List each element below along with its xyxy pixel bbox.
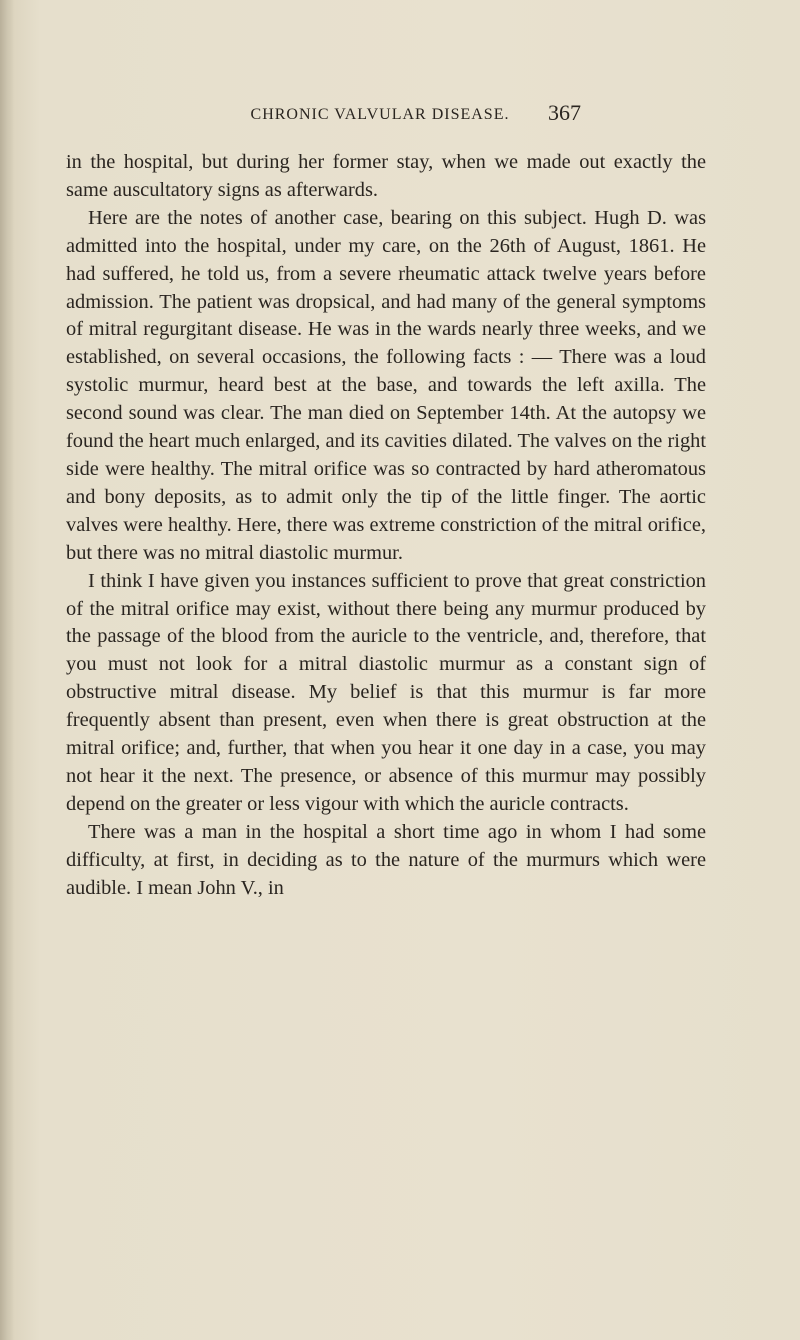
paragraph-case-hugh-d: Here are the notes of another case, bearing on this subject. Hugh D. was admitted into the hospital, under my care, on the 26th of August, 1861. He had suffered, he told us, from a severe rheumatic attack twelve years before admission. The patient was dropsical, and had many of the general symptoms of mitral regurgitant disease. He was in the wards nearly three weeks, and we established, on several occasions, the following facts : — There was a loud systolic murmur, heard best at the base, and towards the left axilla. The second sound was clear. The man died on September 14th. At the autopsy we found the heart much enlarged, and its cavities dilated. The valves on the right side were healthy. The mitral orifice was so contracted by hard atheromatous and bony deposits, as to admit only the tip of the little finger. The aortic valves were healthy. Here, there was extreme constriction of the mitral orifice, but there was no mitral diastolic murmur. [66,206,706,564]
paragraph-john-v: There was a man in the hospital a short time ago in whom I had some difficulty, at first, in deciding as to the nature of the murmurs which were audible. I mean John V., in [66,820,706,899]
page-header [0,100,800,146]
body-text [66,149,706,902]
paragraph-conclusion: I think I have given you instances sufficient to prove that great constriction of the mitral orifice may exist, without there being any murmur produced by the passage of the blood from the auricle to the ventricle, and, therefore, that you must not look for a mitral diastolic murmur as a constant sign of obstructive mitral disease. My belief is that this murmur is far more frequently absent than present, even when there is great obstruction at the mitral orifice; and, further, that when you hear it one day in a case, you may not hear it the next. The presence, or absence of this murmur may possibly depend on the greater or less vigour with which the auricle contracts. [66,569,706,815]
binding-gutter [0,0,14,1340]
running-head: CHRONIC VALVULAR DISEASE. [250,106,510,123]
paragraph-continuation: in the hospital, but during her former stay, when we made out exactly the same auscultatory signs as afterwards. [66,151,706,201]
page-number: 367 [548,100,581,125]
